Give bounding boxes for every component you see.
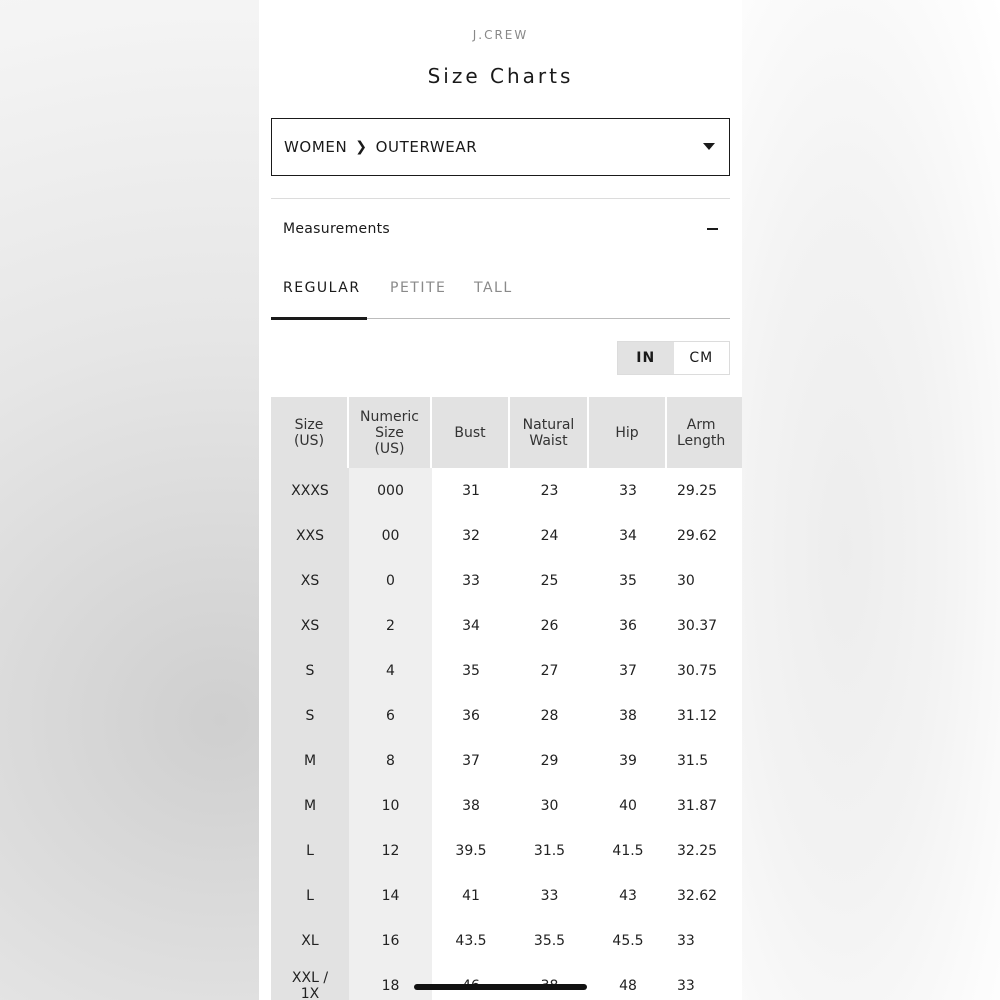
table-cell: 2 [349, 603, 432, 648]
column-header-line: Length [677, 432, 726, 449]
column-header [271, 397, 349, 468]
table-cell: 33 [677, 977, 695, 994]
table-cell: 36 [462, 707, 480, 724]
table-cell: 35 [619, 572, 637, 589]
tab-regular[interactable]: REGULAR [283, 280, 361, 296]
column-header-line: (US) [374, 440, 405, 457]
table-cell: S [271, 693, 349, 738]
table-cell: 37 [462, 752, 480, 769]
table-cell: 27 [540, 662, 559, 679]
table-cell: 00 [349, 513, 432, 558]
column-header [510, 397, 589, 468]
table-cell: 12 [349, 828, 432, 873]
table-cell: 24 [540, 527, 559, 544]
table-cell: 33 [540, 887, 559, 904]
measurements-accordion-header[interactable] [271, 218, 730, 240]
collapse-minus-icon[interactable] [707, 228, 718, 230]
table-cell: 6 [349, 693, 432, 738]
table-cell: S [271, 648, 349, 693]
table-cell: 31 [462, 482, 480, 499]
table-cell: 48 [619, 977, 637, 994]
column-header-line: Waist [529, 432, 568, 449]
table-cell: 45.5 [612, 932, 644, 949]
table-cell: 30 [540, 797, 559, 814]
column-header-line: Size [294, 416, 324, 433]
background-right [742, 0, 1000, 1000]
table-row [271, 603, 742, 648]
category-label: WOMEN [284, 138, 348, 156]
fit-tabs [271, 272, 730, 319]
table-cell: 29.25 [677, 482, 718, 499]
table-cell: 25 [540, 572, 559, 589]
table-cell: 10 [349, 783, 432, 828]
table-cell: 43 [619, 887, 637, 904]
table-cell: 23 [540, 482, 559, 499]
table-row [271, 783, 742, 828]
table-cell [510, 963, 589, 1000]
table-cell: 14 [349, 873, 432, 918]
home-indicator[interactable] [414, 984, 587, 990]
table-cell: 34 [619, 527, 637, 544]
table-cell: 33 [462, 572, 480, 589]
brand-logo: J.CREW [472, 28, 529, 42]
unit-toggle [617, 341, 730, 375]
table-cell: 38 [619, 707, 637, 724]
table-row [271, 828, 742, 873]
table-row [271, 873, 742, 918]
table-cell: 39 [619, 752, 637, 769]
table-header-row [271, 397, 742, 468]
tab-petite[interactable]: PETITE [390, 280, 447, 296]
table-cell: 43.5 [455, 932, 487, 949]
column-header-line: Size [375, 424, 404, 441]
table-cell: XS [271, 558, 349, 603]
category-dropdown[interactable] [271, 118, 730, 176]
table-cell: M [271, 738, 349, 783]
table-cell: L [271, 828, 349, 873]
subcategory-label: OUTERWEAR [375, 138, 478, 156]
table-row [271, 468, 742, 513]
column-header [589, 397, 667, 468]
table-cell: 31.12 [677, 707, 718, 724]
table-cell: 38 [462, 797, 480, 814]
table-cell: 39.5 [455, 842, 487, 859]
table-cell: 36 [619, 617, 637, 634]
table-cell: 41.5 [612, 842, 644, 859]
table-cell: 16 [349, 918, 432, 963]
table-cell: 18 [349, 963, 432, 1000]
table-cell: XS [271, 603, 349, 648]
table-row [271, 738, 742, 783]
table-row [271, 963, 742, 1000]
table-cell: 29.62 [677, 527, 718, 544]
table-cell: 37 [619, 662, 637, 679]
table-cell: 41 [462, 887, 480, 904]
caret-down-icon [703, 143, 715, 150]
table-cell: 31.5 [533, 842, 566, 859]
table-cell: 28 [540, 707, 559, 724]
table-cell: 31.5 [677, 752, 709, 769]
table-cell: L [271, 873, 349, 918]
table-cell: 26 [540, 617, 559, 634]
table-cell: M [271, 783, 349, 828]
table-row [271, 513, 742, 558]
chevron-right-icon: ❯ [355, 139, 368, 155]
table-cell: 35 [462, 662, 480, 679]
column-header-line: Bust [454, 424, 486, 441]
column-header [432, 397, 510, 468]
table-row [271, 918, 742, 963]
table-cell: 33 [677, 932, 695, 949]
column-header-line: Arm [686, 416, 716, 433]
unit-in-button[interactable]: IN [618, 342, 674, 374]
table-row [271, 558, 742, 603]
table-cell: 30.75 [677, 662, 718, 679]
table-cell: 4 [349, 648, 432, 693]
divider [271, 198, 730, 199]
table-cell: 32.62 [677, 887, 718, 904]
table-row [271, 693, 742, 738]
table-cell: 30.37 [677, 617, 718, 634]
size-table [271, 397, 742, 1000]
column-header-line: Hip [615, 424, 639, 441]
table-cell: 32.25 [677, 842, 718, 859]
table-cell: 33 [619, 482, 637, 499]
column-header-line: (US) [293, 432, 325, 449]
unit-cm-button[interactable]: CM [689, 350, 714, 366]
table-cell: XL [271, 918, 349, 963]
table-cell: 29 [540, 752, 559, 769]
table-cell: 40 [619, 797, 637, 814]
table-cell: 0 [349, 558, 432, 603]
column-header [667, 397, 742, 468]
table-cell: 30 [677, 572, 695, 589]
tab-tall[interactable]: TALL [474, 280, 513, 296]
measurements-label: Measurements [283, 221, 391, 237]
table-row [271, 648, 742, 693]
table-cell: 35.5 [533, 932, 566, 949]
table-cell: 32 [462, 527, 480, 544]
page-title: Size Charts [427, 64, 574, 88]
column-header [349, 397, 432, 468]
active-tab-indicator [271, 317, 367, 320]
table-cell: 8 [349, 738, 432, 783]
table-cell: 34 [462, 617, 480, 634]
size-chart-panel [259, 0, 742, 1000]
table-cell: 000 [349, 468, 432, 513]
table-cell: XXS [271, 513, 349, 558]
table-cell: XXL / 1X [271, 963, 349, 1000]
table-cell [432, 963, 510, 1000]
table-cell: XXXS [271, 468, 349, 513]
table-cell: 31.87 [677, 797, 718, 814]
column-header-line: Natural [522, 416, 575, 433]
column-header-line: Numeric [360, 408, 419, 425]
